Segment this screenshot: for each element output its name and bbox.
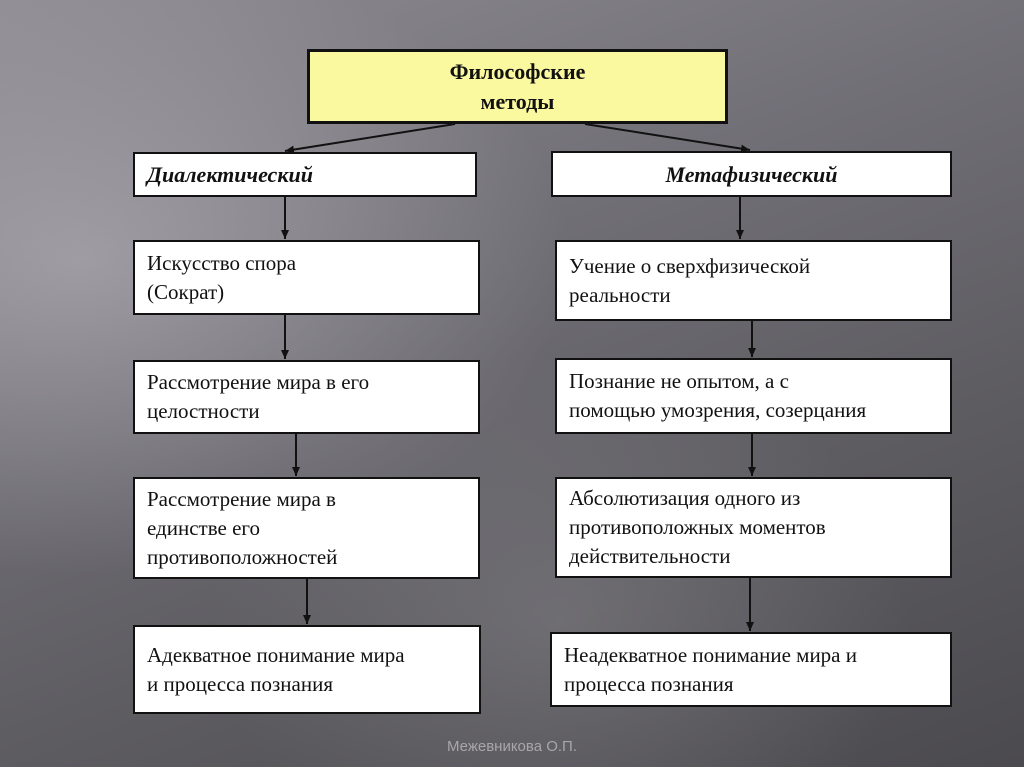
left-item-1: Искусство спора (Сократ) — [133, 240, 480, 315]
right-item-2: Познание не опытом, а с помощью умозрения, созерцания — [555, 358, 952, 434]
title-box: Философские методы — [307, 49, 728, 124]
arrow-title-to-left-header — [285, 124, 455, 151]
arrow-title-to-right-header — [585, 124, 750, 150]
right-branch-header: Метафизический — [551, 151, 952, 197]
right-item-4: Неадекватное понимание мира и процесса познания — [550, 632, 952, 707]
left-item-3: Рассмотрение мира в единстве его противоположностей — [133, 477, 480, 579]
right-item-1: Учение о сверхфизической реальности — [555, 240, 952, 321]
left-branch-header: Диалектический — [133, 152, 477, 197]
author-footer: Межевникова О.П. — [446, 738, 577, 755]
left-item-4: Адекватное понимание мира и процесса познания — [133, 625, 481, 714]
left-item-2: Рассмотрение мира в его целостности — [133, 360, 480, 434]
right-item-3: Абсолютизация одного из противоположных моментов действительности — [555, 477, 952, 578]
